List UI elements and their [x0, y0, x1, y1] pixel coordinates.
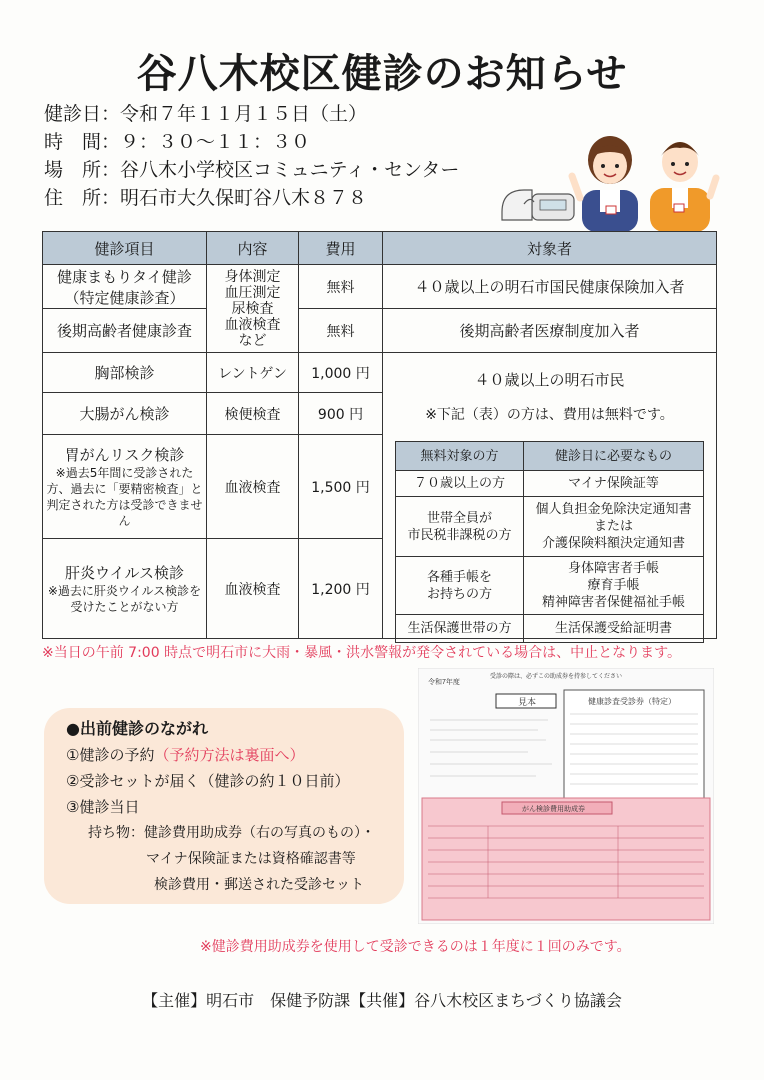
- item-cell: [43, 265, 207, 309]
- free-row: [396, 557, 704, 615]
- item-cell: [43, 539, 207, 639]
- bring-line-2: マイナ保険証または資格確認書等: [146, 851, 356, 867]
- checkup-table: [42, 231, 717, 639]
- free-need: 生活保護受給証明書: [524, 615, 704, 643]
- table-row: [43, 353, 717, 393]
- bring-line-3: 検診費用・郵送された受診セット: [154, 877, 364, 893]
- content-line: 血圧測定: [224, 284, 281, 301]
- place-value: 谷八木小学校区コミュニティ・センター: [120, 159, 460, 181]
- free-row: [396, 471, 704, 497]
- event-info: [44, 100, 459, 212]
- free-who: 生活保護世帯の方: [396, 615, 524, 643]
- free-who: ７０歳以上の方: [396, 471, 524, 497]
- header-target: 対象者: [383, 232, 717, 265]
- table-row: [43, 265, 717, 309]
- flow-step1: [66, 744, 304, 765]
- target-cell: 後期高齢者医療制度加入者: [383, 309, 717, 353]
- free-note: ※下記（表）の方は、費用は無料です。: [425, 407, 674, 423]
- address-label: 住 所：: [44, 187, 121, 209]
- voucher-sample-photo: [418, 668, 714, 924]
- table-row: [43, 309, 717, 353]
- staff-illustration: [500, 112, 720, 232]
- voucher-note: ※健診費用助成券を使用して受診できるのは１年度に１回のみです。: [200, 939, 631, 955]
- flow-heading: ●出前健診のながれ: [66, 719, 208, 738]
- item-cell: [43, 435, 207, 539]
- man-staff-icon: [650, 142, 716, 232]
- place-label: 場 所：: [44, 159, 121, 181]
- content-cell: 血液検査: [207, 435, 299, 539]
- header-fee: 費用: [299, 232, 383, 265]
- address-row: [44, 184, 459, 212]
- address-value: 明石市大久保町谷八木８７８: [120, 187, 368, 209]
- shared-content-cell: [207, 265, 299, 353]
- free-header-need: 健診日に必要なもの: [524, 442, 704, 471]
- free-table: [395, 441, 704, 643]
- organizer-footer: 【主催】明石市 保健予防課【共催】谷八木校区まちづくり協議会: [142, 991, 622, 1010]
- content-line: 血液検査: [224, 316, 281, 333]
- item-sub: （特定健康診査）: [64, 288, 185, 307]
- photo-year: 令和7年度: [428, 679, 460, 686]
- free-row: [396, 615, 704, 643]
- time-row: [44, 128, 459, 156]
- content-line: 尿検査: [231, 300, 274, 317]
- date-value: 令和７年１１月１５日（土）: [120, 103, 368, 125]
- free-header-who: 無料対象の方: [396, 442, 524, 471]
- time-label: 時 間：: [44, 131, 121, 153]
- step1-text: ①健診の予約: [66, 746, 155, 764]
- step1-note: （予約方法は裏面へ）: [154, 746, 305, 764]
- free-need: マイナ保険証等: [524, 471, 704, 497]
- fee-cell: 無料: [299, 265, 383, 309]
- item-note: ※過去5年間に受診された方、過去に「要精密検査」と判定された方は受診できません: [46, 466, 203, 528]
- place-row: [44, 156, 459, 184]
- header-item: 健診項目: [43, 232, 207, 265]
- cancer-target-text: ４０歳以上の明石市民: [474, 371, 625, 389]
- header-content: 内容: [207, 232, 299, 265]
- item-cell: 大腸がん検診: [43, 393, 207, 435]
- item-cell: 胸部検診: [43, 353, 207, 393]
- photo-caption: 受診の際は、必ずこの助成券を持参してください: [490, 674, 623, 680]
- date-label: 健診日：: [44, 103, 121, 125]
- free-need: 個人負担金免除決定通知書 または 介護保険料額決定通知書: [524, 497, 704, 557]
- photo-mihon: 見本: [518, 697, 537, 707]
- content-cell: 検便検査: [207, 393, 299, 435]
- item-cell: 後期高齢者健康診査: [43, 309, 207, 353]
- flow-step3: ③健診当日: [66, 798, 140, 816]
- bring-line-1: 持ち物：健診費用助成券（右の写真のもの）・: [88, 825, 375, 841]
- free-row: [396, 497, 704, 557]
- fee-cell: 1,000 円: [299, 353, 383, 393]
- time-value: ９：３０～１１：３０: [120, 131, 311, 153]
- content-cell: レントゲン: [207, 353, 299, 393]
- cancer-target-wrap: [383, 353, 716, 638]
- fee-cell: 無料: [299, 309, 383, 353]
- date-row: [44, 100, 459, 128]
- woman-staff-icon: [572, 136, 638, 232]
- item-name: 肝炎ウイルス検診: [64, 564, 185, 582]
- content-line: など: [238, 332, 267, 349]
- item-name: 胃がんリスク検診: [64, 446, 185, 464]
- free-need: 身体障害者手帳 療育手帳 精神障害者保健福祉手帳: [524, 557, 704, 615]
- flow-step2: ②受診セットが届く（健診の約１０日前）: [66, 772, 350, 790]
- free-who: 各種手帳を お持ちの方: [396, 557, 524, 615]
- weather-warning: ※当日の午前 7:00 時点で明石市に大雨・暴風・洪水警報が発令されている場合は、中止となります。: [42, 645, 681, 661]
- fee-cell: 1,500 円: [299, 435, 383, 539]
- page-title: 谷八木校区健診のお知らせ: [136, 51, 628, 97]
- target-cell: ４０歳以上の明石市国民健康保険加入者: [383, 265, 717, 309]
- content-line: 身体測定: [224, 268, 281, 285]
- fee-cell: 1,200 円: [299, 539, 383, 639]
- cancer-target-cell: [383, 353, 717, 639]
- photo-card-title: 健康診査受診券（特定）: [588, 697, 676, 706]
- content-cell: 血液検査: [207, 539, 299, 639]
- item-name: 健康まもりタイ健診: [57, 267, 192, 286]
- bp-cuff-icon: [502, 190, 532, 220]
- free-who: 世帯全員が 市民税非課税の方: [396, 497, 524, 557]
- fee-cell: 900 円: [299, 393, 383, 435]
- photo-voucher-title: がん検診費用助成券: [522, 806, 585, 813]
- item-note: ※過去に肝炎ウイルス検診を受けたことがない方: [47, 584, 202, 614]
- flow-box: [44, 708, 404, 904]
